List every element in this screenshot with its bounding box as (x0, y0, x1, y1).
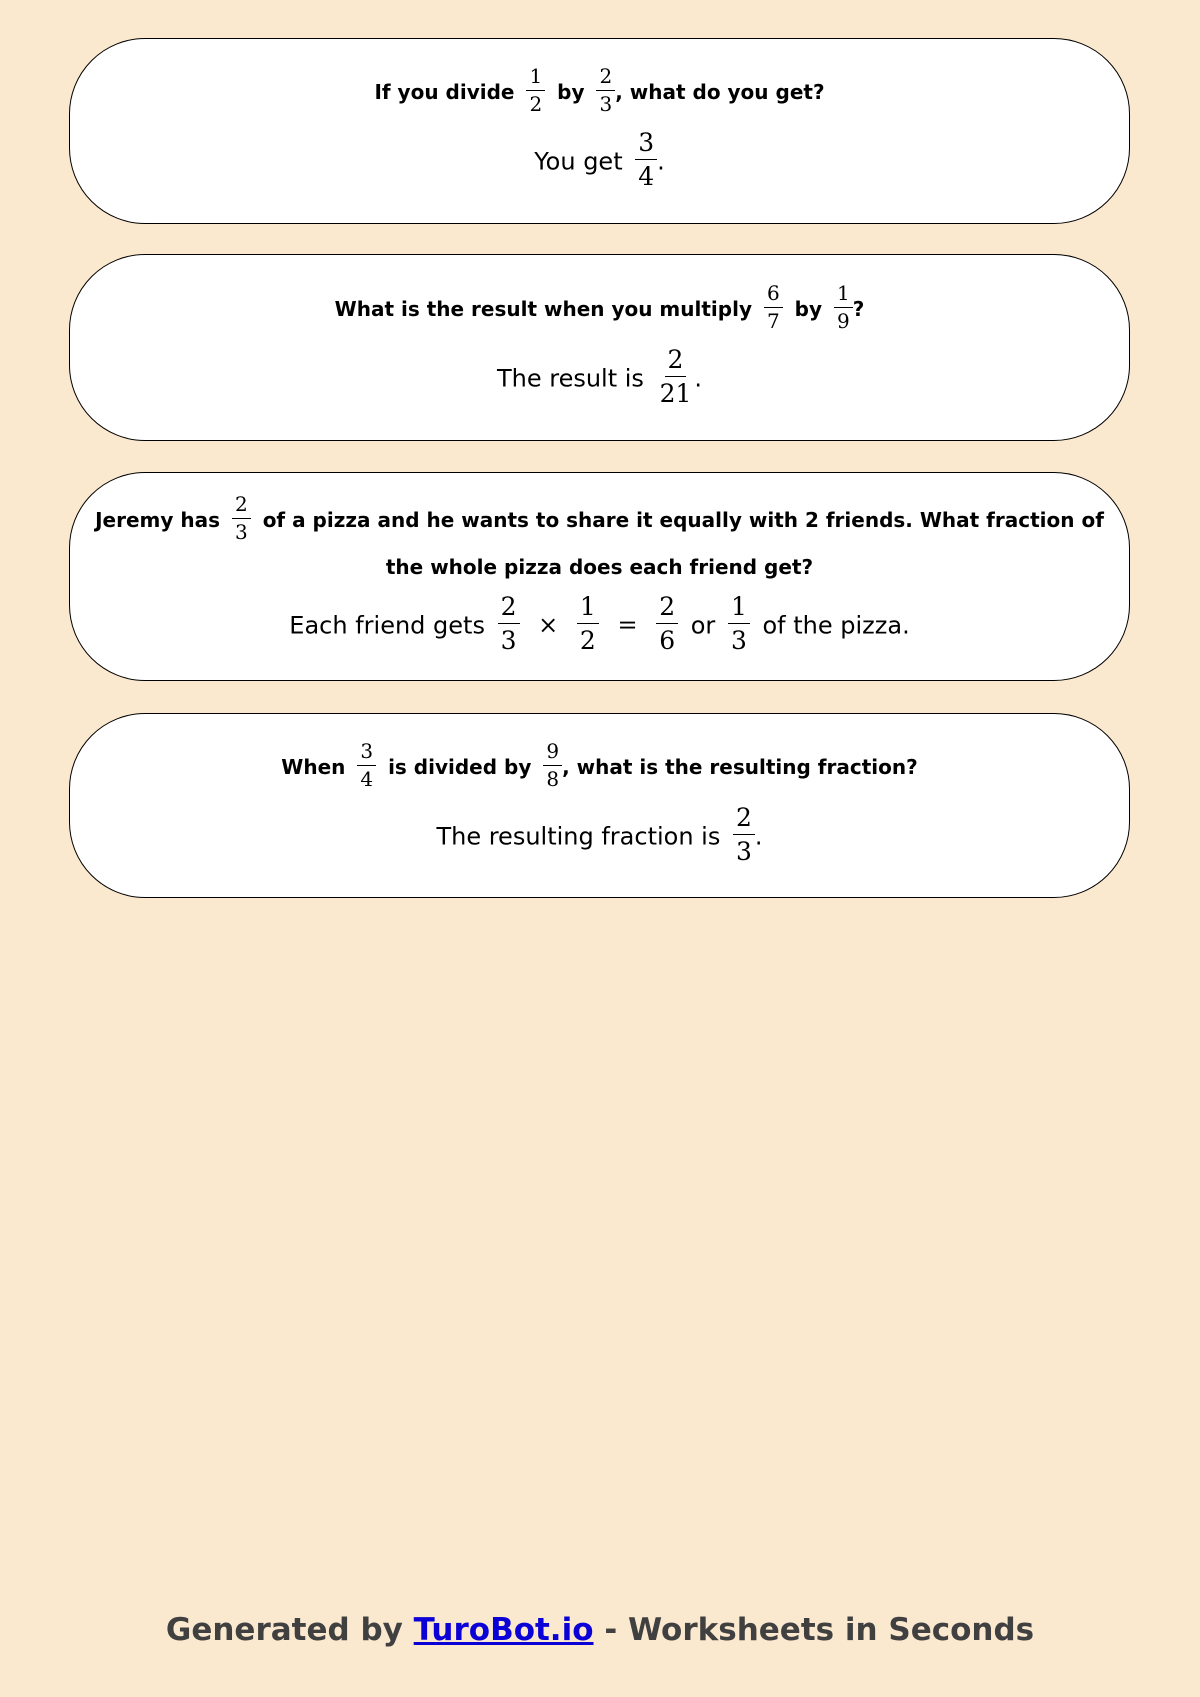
answer-text-part: The result is (496, 364, 644, 392)
denominator: 8 (546, 766, 560, 791)
answer-text-part: The resulting fraction is (436, 822, 721, 850)
fraction (733, 803, 755, 866)
turobot-link[interactable]: TuroBot.io (413, 1612, 594, 1648)
footer-prefix: Generated by (165, 1612, 403, 1648)
denominator: 9 (837, 308, 850, 333)
denominator: 6 (659, 625, 676, 655)
denominator: 3 (736, 836, 752, 866)
question-text-part: ? (852, 296, 865, 321)
answer-text (496, 344, 703, 411)
answer-text-part: You get (534, 147, 623, 176)
question-text-part: What is the result when you multiply (334, 296, 752, 321)
denominator: 21 (659, 378, 692, 408)
numerator: 2 (498, 592, 520, 624)
numerator: 1 (526, 65, 545, 91)
fraction (656, 592, 678, 655)
question-text-part: by (794, 296, 823, 321)
numerator: 6 (764, 282, 783, 308)
answer-text (289, 591, 910, 658)
fraction (635, 128, 657, 191)
denominator: 2 (529, 92, 543, 116)
question-text (84, 491, 1115, 587)
answer-text-part: . (657, 147, 665, 176)
denominator: 4 (360, 766, 374, 791)
question-text (374, 64, 825, 119)
numerator: 2 (665, 345, 687, 377)
fraction (232, 493, 251, 544)
numerator: 1 (577, 592, 599, 624)
question-card-2 (69, 254, 1130, 441)
footer-suffix: - Worksheets in Seconds (604, 1612, 1035, 1648)
answer-text-part: . (754, 822, 763, 850)
fraction (526, 65, 545, 116)
question-text-part: by (557, 80, 585, 104)
fraction (357, 740, 376, 791)
numerator: 2 (596, 65, 615, 91)
denominator: 4 (638, 162, 655, 191)
question-text-part: When (281, 754, 346, 779)
numerator: 1 (728, 592, 750, 624)
fraction (596, 65, 615, 116)
answer-text-part: Each friend gets (289, 611, 485, 639)
question-text-part: , what do you get? (615, 80, 825, 104)
question-card-3 (69, 472, 1130, 681)
denominator: 3 (234, 519, 248, 544)
answer-text (436, 802, 763, 869)
fraction (577, 592, 599, 655)
question-text (281, 738, 918, 794)
answer-text-part: or (690, 611, 716, 639)
question-text-part: Jeremy has (95, 507, 221, 532)
numerator: 3 (357, 740, 376, 766)
denominator: 7 (766, 308, 780, 333)
numerator: 9 (543, 740, 562, 766)
numerator: 2 (733, 803, 755, 835)
answer-text (534, 128, 665, 194)
denominator: 3 (730, 625, 747, 655)
fraction (543, 740, 562, 791)
answer-text-part: . (694, 364, 703, 392)
footer (0, 1612, 1200, 1648)
answer-text-part: of the pizza. (762, 611, 910, 639)
equals-operator: = (617, 611, 638, 639)
denominator: 3 (599, 92, 613, 116)
denominator: 3 (500, 625, 517, 655)
question-text-part: is divided by (388, 754, 532, 779)
times-operator: × (538, 611, 559, 639)
question-text-part: If you divide (374, 80, 515, 104)
question-text-part: , what is the resulting fraction? (562, 754, 918, 779)
numerator: 2 (232, 493, 251, 519)
numerator: 2 (656, 592, 678, 624)
question-card-4 (69, 713, 1130, 898)
fraction (498, 592, 520, 655)
question-text (334, 280, 865, 336)
numerator: 1 (834, 282, 853, 308)
denominator: 2 (579, 625, 596, 655)
question-card-1 (69, 38, 1130, 224)
fraction (764, 282, 783, 333)
question-text-part: of a pizza and he wants to share it equally with 2 friends. What fraction of the whole pizza does each friend get? (262, 507, 1104, 579)
fraction (728, 592, 750, 655)
fraction (834, 282, 853, 333)
numerator: 3 (635, 128, 657, 160)
fraction (657, 345, 695, 408)
